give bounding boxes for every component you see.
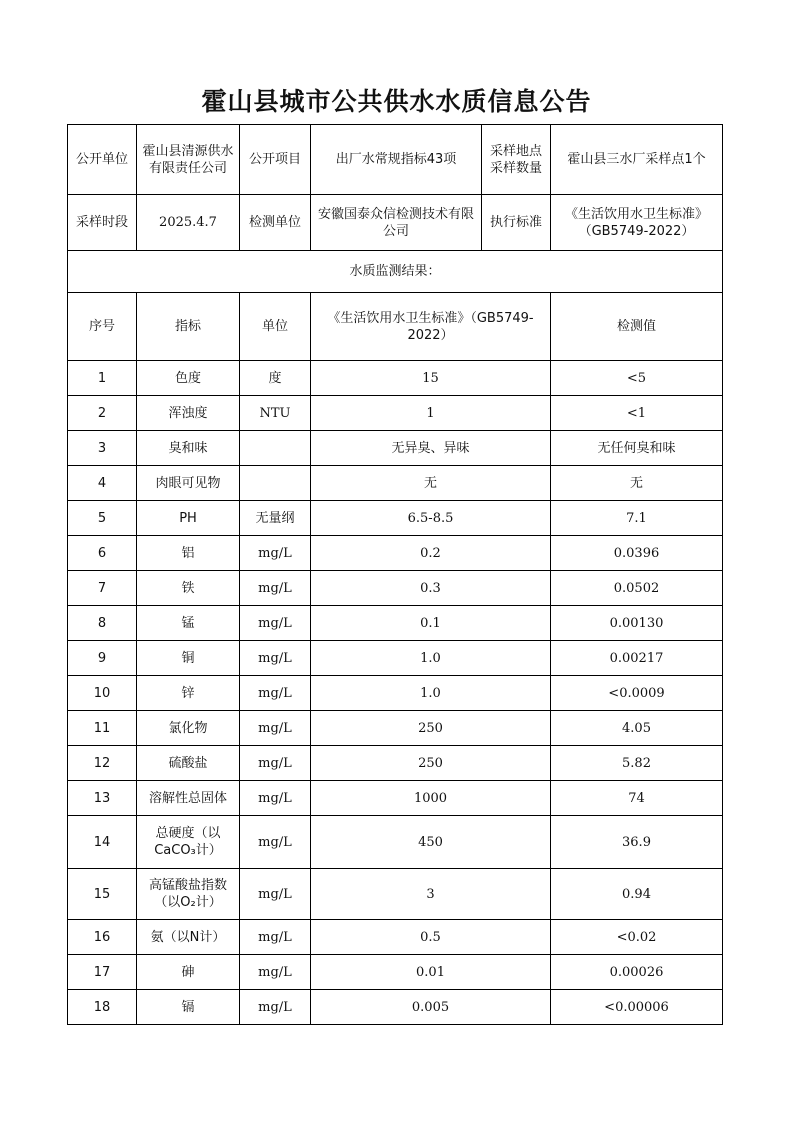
row-indicator: 高锰酸盐指数（以O₂计）: [137, 869, 240, 920]
label-sampling-time: 采样时段: [68, 195, 137, 251]
col-unit: 单位: [240, 293, 311, 361]
row-unit: 无量纲: [240, 501, 311, 536]
col-indicator: 指标: [137, 293, 240, 361]
row-indicator: 色度: [137, 361, 240, 396]
row-unit: NTU: [240, 396, 311, 431]
row-standard: 无异臭、异味: [311, 431, 551, 466]
label-item: 公开项目: [240, 125, 311, 195]
row-indicator: 锌: [137, 676, 240, 711]
row-value: <1: [551, 396, 723, 431]
row-unit: mg/L: [240, 869, 311, 920]
row-seq: 1: [68, 361, 137, 396]
label-lab: 检测单位: [240, 195, 311, 251]
row-value: 0.00130: [551, 606, 723, 641]
page-title: 霍山县城市公共供水水质信息公告: [201, 87, 592, 116]
value-publisher: 霍山县清源供水有限责任公司: [137, 125, 240, 195]
row-seq: 5: [68, 501, 137, 536]
row-value: 无任何臭和味: [551, 431, 723, 466]
table-row: [68, 466, 723, 501]
table-row: [68, 396, 723, 431]
row-value: 0.94: [551, 869, 723, 920]
row-indicator: 铝: [137, 536, 240, 571]
row-standard: 450: [311, 816, 551, 869]
row-standard: 0.2: [311, 536, 551, 571]
header-row-1: [68, 125, 723, 195]
row-standard: 250: [311, 711, 551, 746]
table-row: [68, 746, 723, 781]
row-indicator: 砷: [137, 955, 240, 990]
row-indicator: 铁: [137, 571, 240, 606]
row-standard: 无: [311, 466, 551, 501]
col-seq: 序号: [68, 293, 137, 361]
row-value: 74: [551, 781, 723, 816]
table-row: [68, 431, 723, 466]
row-indicator: 总硬度（以CaCO₃计）: [137, 816, 240, 869]
header-row-2: [68, 195, 723, 251]
row-value: 7.1: [551, 501, 723, 536]
row-seq: 17: [68, 955, 137, 990]
row-seq: 2: [68, 396, 137, 431]
table-row: [68, 955, 723, 990]
row-unit: mg/L: [240, 816, 311, 869]
table-row: [68, 816, 723, 869]
row-value: <0.0009: [551, 676, 723, 711]
table-row: [68, 990, 723, 1025]
row-value: 0.00026: [551, 955, 723, 990]
row-value: 36.9: [551, 816, 723, 869]
row-indicator: 镉: [137, 990, 240, 1025]
row-standard: 1000: [311, 781, 551, 816]
column-header-row: [68, 293, 723, 361]
row-standard: 15: [311, 361, 551, 396]
row-seq: 9: [68, 641, 137, 676]
row-standard: 0.005: [311, 990, 551, 1025]
water-quality-table: [67, 124, 723, 1025]
row-unit: mg/L: [240, 746, 311, 781]
row-unit: mg/L: [240, 676, 311, 711]
row-value: 无: [551, 466, 723, 501]
table-row: [68, 501, 723, 536]
row-seq: 18: [68, 990, 137, 1025]
row-standard: 3: [311, 869, 551, 920]
row-seq: 16: [68, 920, 137, 955]
value-item: 出厂水常规指标43项: [311, 125, 482, 195]
row-value: 0.0502: [551, 571, 723, 606]
row-unit: mg/L: [240, 781, 311, 816]
row-seq: 13: [68, 781, 137, 816]
label-sampling-site: 采样地点采样数量: [482, 125, 551, 195]
value-sampling-time: 2025.4.7: [137, 195, 240, 251]
row-seq: 12: [68, 746, 137, 781]
table-row: [68, 781, 723, 816]
row-indicator: 铜: [137, 641, 240, 676]
label-publisher: 公开单位: [68, 125, 137, 195]
row-standard: 0.01: [311, 955, 551, 990]
row-standard: 0.5: [311, 920, 551, 955]
row-value: <0.00006: [551, 990, 723, 1025]
row-unit: mg/L: [240, 955, 311, 990]
row-unit: mg/L: [240, 920, 311, 955]
row-unit: mg/L: [240, 990, 311, 1025]
row-indicator: 硫酸盐: [137, 746, 240, 781]
row-value: <5: [551, 361, 723, 396]
row-seq: 7: [68, 571, 137, 606]
row-seq: 4: [68, 466, 137, 501]
row-seq: 15: [68, 869, 137, 920]
row-seq: 3: [68, 431, 137, 466]
row-value: 4.05: [551, 711, 723, 746]
table-row: [68, 536, 723, 571]
table-row: [68, 361, 723, 396]
col-value: 检测值: [551, 293, 723, 361]
row-standard: 1.0: [311, 641, 551, 676]
row-standard: 6.5-8.5: [311, 501, 551, 536]
row-unit: [240, 466, 311, 501]
row-standard: 0.3: [311, 571, 551, 606]
row-unit: mg/L: [240, 536, 311, 571]
value-sampling-site: 霍山县三水厂采样点1个: [551, 125, 723, 195]
table-row: [68, 920, 723, 955]
row-unit: mg/L: [240, 571, 311, 606]
row-indicator: 氯化物: [137, 711, 240, 746]
row-unit: mg/L: [240, 641, 311, 676]
row-standard: 1.0: [311, 676, 551, 711]
row-value: 5.82: [551, 746, 723, 781]
table-row: [68, 676, 723, 711]
row-seq: 14: [68, 816, 137, 869]
value-standard: 《生活饮用水卫生标准》（GB5749-2022）: [551, 195, 723, 251]
table-row: [68, 711, 723, 746]
row-value: <0.02: [551, 920, 723, 955]
row-standard: 250: [311, 746, 551, 781]
row-seq: 6: [68, 536, 137, 571]
row-seq: 8: [68, 606, 137, 641]
row-indicator: 氨（以N计）: [137, 920, 240, 955]
row-seq: 11: [68, 711, 137, 746]
table-row: [68, 869, 723, 920]
row-indicator: PH: [137, 501, 240, 536]
section-row: [68, 251, 723, 293]
table-row: [68, 606, 723, 641]
table-row: [68, 641, 723, 676]
row-standard: 0.1: [311, 606, 551, 641]
row-indicator: 臭和味: [137, 431, 240, 466]
row-seq: 10: [68, 676, 137, 711]
row-indicator: 溶解性总固体: [137, 781, 240, 816]
row-unit: [240, 431, 311, 466]
row-indicator: 肉眼可见物: [137, 466, 240, 501]
row-unit: mg/L: [240, 711, 311, 746]
row-unit: mg/L: [240, 606, 311, 641]
row-unit: 度: [240, 361, 311, 396]
row-value: 0.00217: [551, 641, 723, 676]
col-standard: 《生活饮用水卫生标准》（GB5749-2022）: [311, 293, 551, 361]
row-value: 0.0396: [551, 536, 723, 571]
label-standard: 执行标准: [482, 195, 551, 251]
section-title: 水质监测结果：: [68, 251, 723, 293]
row-indicator: 锰: [137, 606, 240, 641]
row-indicator: 浑浊度: [137, 396, 240, 431]
value-lab: 安徽国泰众信检测技术有限公司: [311, 195, 482, 251]
table-row: [68, 571, 723, 606]
row-standard: 1: [311, 396, 551, 431]
